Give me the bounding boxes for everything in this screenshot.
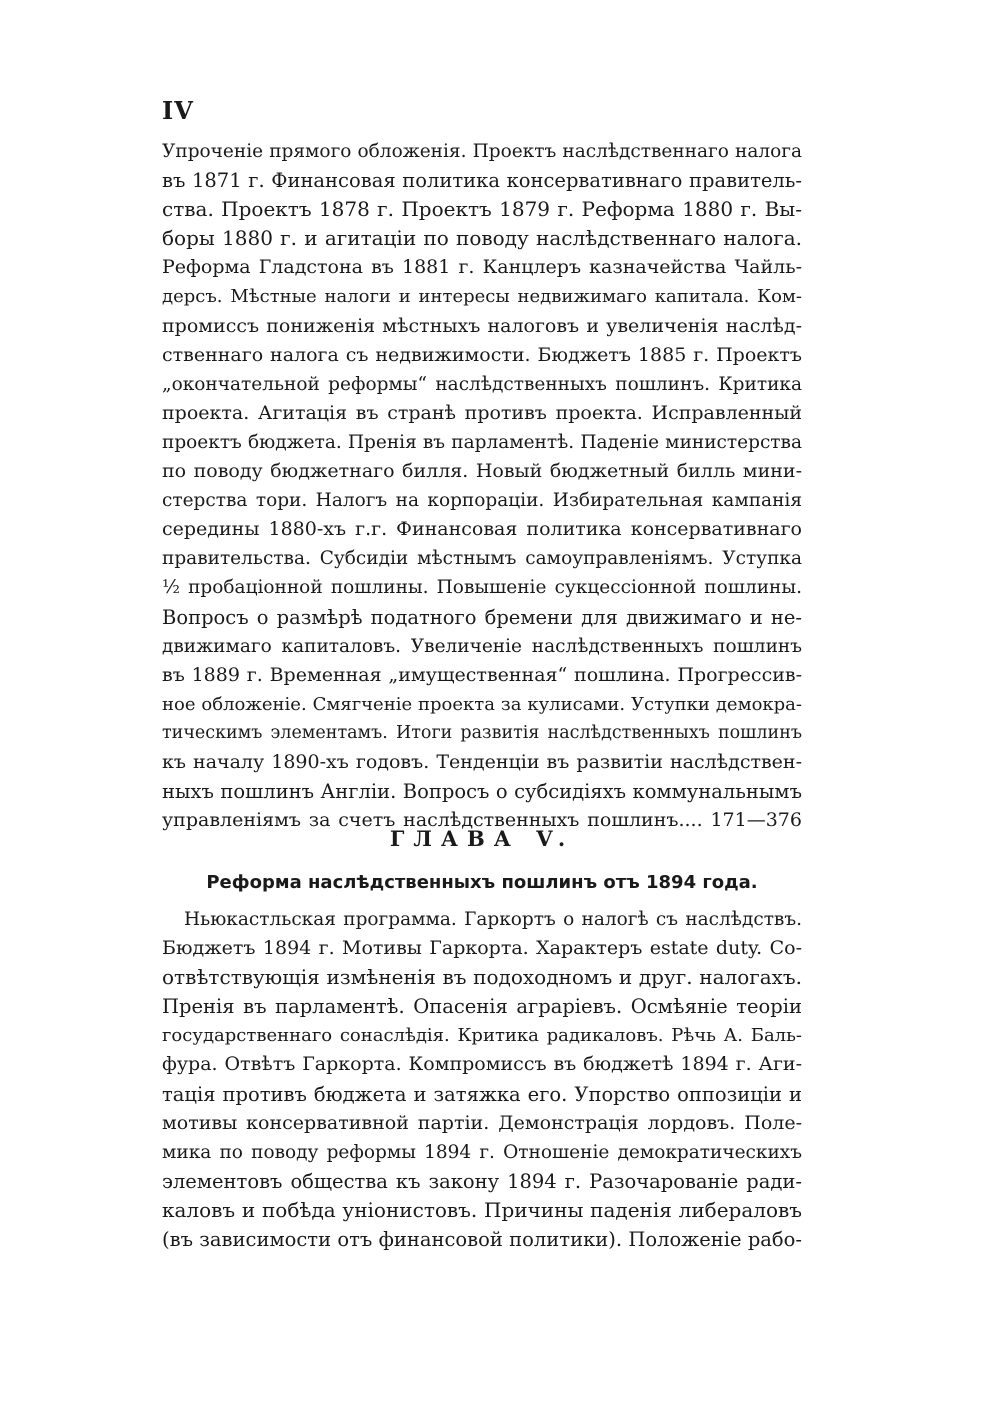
text-line: Реформа Гладстона въ 1881 г. Канцлеръ казначейства Чайль- bbox=[162, 256, 802, 279]
chapter-title: Реформа наслѣдственныхъ пошлинъ отъ 1894 года. bbox=[206, 872, 758, 893]
text-line: ½ пробаціонной пошлины. Повышеніе сукцессіонной пошлины. bbox=[162, 577, 802, 599]
text-line: дерсъ. Мѣстные налоги и интересы недвижимаго капитала. Ком- bbox=[162, 286, 802, 308]
text-line: тація противъ бюджета и затяжка его. Упорство оппозиціи и bbox=[162, 1082, 802, 1106]
text-line: по поводу бюджетнаго билля. Новый бюджетный билль мини- bbox=[162, 460, 802, 483]
text-line: ныхъ пошлинъ Англіи. Вопросъ о субсидіяхъ коммунальнымъ bbox=[162, 780, 802, 804]
text-line: Пренія въ парламентѣ. Опасенія аграріевъ. Осмѣяніе теоріи bbox=[162, 995, 802, 1019]
text-line: ства. Проектъ 1878 г. Проектъ 1879 г. Реформа 1880 г. Вы- bbox=[162, 197, 802, 222]
text-line: Ньюкастльская программа. Гаркортъ о налогѣ съ наслѣдствъ. bbox=[184, 909, 802, 930]
chapter-four-summary bbox=[162, 137, 802, 835]
text-line: ственнаго налога съ недвижимости. Бюджетъ 1885 г. Проектъ bbox=[162, 343, 802, 366]
text-line: Упроченіе прямого обложенія. Проектъ наслѣдственнаго налога bbox=[162, 141, 802, 162]
text-line: тическимъ элементамъ. Итоги развитія наслѣдственныхъ пошлинъ bbox=[162, 722, 802, 743]
text-line: правительства. Субсидіи мѣстнымъ самоуправленіямъ. Уступка bbox=[162, 548, 802, 570]
text-line: „окончательной реформы“ наслѣдственныхъ пошлинъ. Критика bbox=[162, 373, 802, 395]
text-line: въ 1889 г. Временная „имущественная“ пошлина. Прогрессив- bbox=[162, 663, 802, 686]
text-line: къ началу 1890-хъ годовъ. Тенденціи въ развитіи наслѣдствен- bbox=[162, 750, 802, 773]
text-line: (въ зависимости отъ финансовой политики). Положеніе рабо- bbox=[162, 1228, 802, 1252]
text-line: ное обложеніе. Смягченіе проекта за кулисами. Уступки демокра- bbox=[162, 693, 802, 715]
chapter-five-summary bbox=[162, 905, 802, 1254]
text-line: движимаго капиталовъ. Увеличеніе наслѣдственныхъ пошлинъ bbox=[162, 635, 802, 657]
text-line: государственнаго сонаслѣдія. Критика радикаловъ. Рѣчь А. Баль- bbox=[162, 1025, 802, 1047]
text-line: мика по поводу реформы 1894 г. Отношеніе демократическихъ bbox=[162, 1141, 802, 1163]
text-line: проекта. Агитація въ странѣ противъ проекта. Исправленный bbox=[162, 401, 802, 424]
text-line: Вопросъ о размѣрѣ податного бремени для движимаго и не- bbox=[162, 605, 802, 629]
text-line: боры 1880 г. и агитаціи по поводу наслѣдственнаго налога. bbox=[162, 226, 802, 251]
text-line: проектъ бюджета. Пренія въ парламентѣ. Паденіе министерства bbox=[162, 431, 802, 453]
text-line: Бюджетъ 1894 г. Мотивы Гаркорта. Характеръ estate duty. Со- bbox=[162, 937, 802, 960]
text-line: фура. Отвѣтъ Гаркорта. Компромиссъ въ бюджетѣ 1894 г. Аги- bbox=[162, 1053, 802, 1076]
text-line: промиссъ пониженія мѣстныхъ налоговъ и увеличенія наслѣд- bbox=[162, 314, 802, 337]
text-line: въ 1871 г. Финансовая политика консервативнаго правитель- bbox=[162, 169, 802, 193]
text-line: каловъ и побѣда уніонистовъ. Причины паденія либераловъ bbox=[162, 1197, 802, 1222]
page-number: IV bbox=[162, 96, 194, 125]
text-line: отвѣтствующія измѣненія въ подоходномъ и друг. налогахъ. bbox=[162, 965, 802, 990]
text-line: управленіямъ за счетъ наслѣдственныхъ пошлинъ.... 171—376 bbox=[162, 809, 802, 832]
text-line: мотивы консервативной партіи. Демонстрація лордовъ. Поле- bbox=[162, 1111, 802, 1134]
chapter-heading: ГЛАВА V. bbox=[389, 826, 575, 851]
text-line: стерства тори. Налогъ на корпораціи. Избирательная кампанія bbox=[162, 490, 802, 512]
text-line: элементовъ общества къ закону 1894 г. Разочарованіе ради- bbox=[162, 1169, 802, 1193]
text-line: середины 1880-хъ г.г. Финансовая политика консервативнаго bbox=[162, 518, 802, 541]
